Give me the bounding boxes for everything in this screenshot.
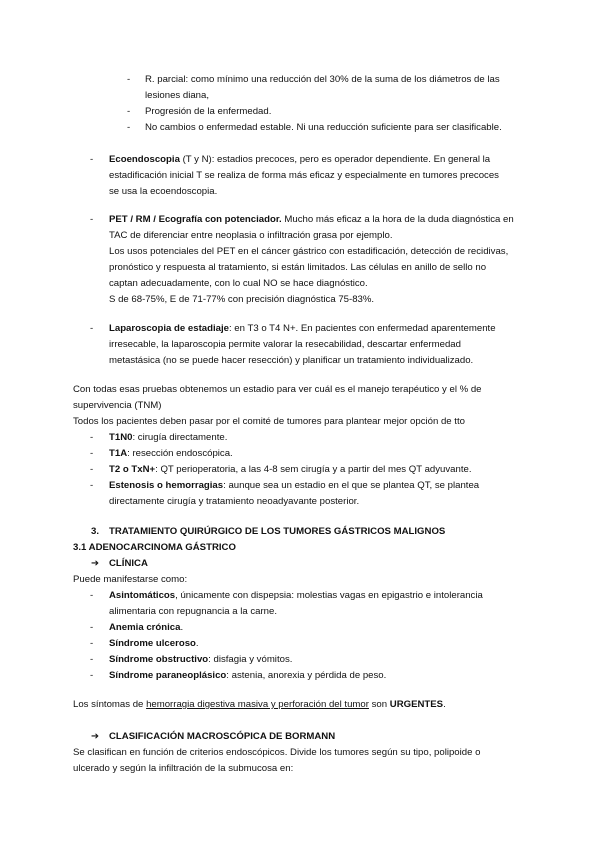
paragraph-text: Todos los pacientes deben pasar por el comité de tumores para plantear mejor opción de tto bbox=[73, 416, 465, 427]
item-text: : QT perioperatoria, a las 4-8 sem cirugía y a partir del mes QT adyuvante. bbox=[155, 464, 472, 475]
urgent-bold: URGENTES bbox=[389, 699, 444, 710]
item-text: . bbox=[180, 622, 184, 633]
bullet-dash: - bbox=[90, 654, 94, 665]
item-text: se usa la ecoendoscopia. bbox=[109, 186, 218, 197]
bullet-dash: - bbox=[90, 214, 94, 225]
bullet-dash: - bbox=[127, 74, 131, 85]
bullet-dash: - bbox=[90, 480, 94, 491]
item-text: : disfagia y vómitos. bbox=[208, 654, 293, 665]
term-bold: T1A bbox=[109, 448, 128, 459]
bullet-dash: - bbox=[90, 638, 94, 649]
term-bold: Laparoscopia de estadiaje bbox=[109, 323, 229, 334]
paragraph-text: supervivencia (TNM) bbox=[73, 400, 162, 411]
section-title: TRATAMIENTO QUIRÚRGICO DE LOS TUMORES GÁSTRICOS MALIGNOS bbox=[109, 526, 446, 537]
list-item-text: Progresión de la enfermedad. bbox=[145, 106, 272, 117]
section-number: 3. bbox=[91, 526, 100, 537]
item-text: : astenia, anorexia y pérdida de peso. bbox=[226, 670, 387, 681]
bullet-dash: - bbox=[127, 106, 131, 117]
paragraph-text: Se clasifican en función de criterios endoscópicos. Divide los tumores según su tipo, polipoide o bbox=[73, 747, 481, 758]
item-text: pronóstico y respuesta al tratamiento, si están limitados. Las células en anillo de sello no bbox=[109, 262, 487, 273]
term-bold: Ecoendoscopia bbox=[109, 154, 180, 165]
item-text: alimentaria con repugnancia a la carne. bbox=[109, 606, 277, 617]
term-bold: PET / RM / Ecografía con potenciador. bbox=[109, 214, 282, 225]
term-bold: Anemia crónica bbox=[109, 622, 181, 633]
bullet-dash: - bbox=[90, 464, 94, 475]
item-text: : en T3 o T4 N+. En pacientes con enfermedad aparentemente bbox=[228, 323, 496, 334]
item-text: Mucho más eficaz a la hora de la duda diagnóstica en bbox=[281, 214, 514, 225]
list-item-text: No cambios o enfermedad estable. Ni una reducción suficiente para ser clasificable. bbox=[145, 122, 502, 133]
item-text: TAC de diferenciar entre neoplasia o infiltración grasa por ejemplo. bbox=[109, 230, 393, 241]
bullet-dash: - bbox=[90, 154, 94, 165]
term-bold: T2 o TxN+ bbox=[109, 464, 156, 475]
bullet-dash: - bbox=[90, 670, 94, 681]
item-text: (T y N): estadios precoces, pero es operador dependiente. En general la bbox=[179, 154, 491, 165]
term-bold: Síndrome ulceroso bbox=[109, 638, 196, 649]
list-item-text: lesiones diana, bbox=[145, 90, 210, 101]
item-text: : cirugía directamente. bbox=[132, 432, 228, 443]
item-text: Los usos potenciales del PET en el cáncer gástrico con estadificación, detección de recidivas, bbox=[109, 246, 509, 257]
item-text: : resección endoscópica. bbox=[127, 448, 233, 459]
term-bold: Estenosis o hemorragias bbox=[109, 480, 224, 491]
term-bold: Síndrome paraneoplásico bbox=[109, 670, 227, 681]
item-text: irresecable, la laparoscopia permite valorar la resecabilidad, descartar enfermedad bbox=[109, 339, 461, 350]
paragraph-text: Con todas esas pruebas obtenemos un estadio para ver cuál es el manejo terapéutico y el % de bbox=[73, 384, 482, 395]
term-bold: Síndrome obstructivo bbox=[109, 654, 209, 665]
paragraph-text: Los síntomas de bbox=[73, 699, 147, 710]
paragraph-text: . bbox=[443, 699, 446, 710]
bullet-dash: - bbox=[90, 448, 94, 459]
item-text: captan adecuadamente, con lo cual NO se hace diagnóstico. bbox=[109, 278, 368, 289]
arrow-icon: ➔ bbox=[91, 558, 100, 569]
item-text: metastásica (no se puede hacer resección) y planificar un tratamiento individualizado. bbox=[109, 355, 474, 366]
arrow-icon: ➔ bbox=[91, 731, 100, 742]
item-text: estadificación inicial T se realiza de forma más eficaz y especialmente en tumores precoces bbox=[109, 170, 499, 181]
bullet-dash: - bbox=[90, 323, 94, 334]
clinica-title: CLÍNICA bbox=[109, 558, 148, 569]
item-text: . bbox=[195, 638, 199, 649]
item-text: S de 68-75%, E de 71-77% con precisión diagnóstica 75-83%. bbox=[109, 294, 375, 305]
paragraph-text: son bbox=[368, 699, 390, 710]
subsection-title: 3.1 ADENOCARCINOMA GÁSTRICO bbox=[73, 542, 236, 553]
list-item-text: R. parcial: como mínimo una reducción del 30% de la suma de los diámetros de las bbox=[145, 74, 500, 85]
item-text: : aunque sea un estadio en el que se plantea QT, se plantea bbox=[223, 480, 480, 491]
bullet-dash: - bbox=[90, 432, 94, 443]
underlined-text: hemorragia digestiva masiva y perforación del tumor bbox=[146, 699, 369, 710]
item-text: , únicamente con dispepsia: molestias vagas en epigastrio e intolerancia bbox=[175, 590, 483, 601]
bullet-dash: - bbox=[127, 122, 131, 133]
bullet-dash: - bbox=[90, 622, 94, 633]
term-bold: Asintomáticos bbox=[109, 590, 176, 601]
bormann-title: CLASIFICACIÓN MACROSCÓPICA DE BORMANN bbox=[109, 731, 336, 742]
paragraph-text: ulcerado y según la infiltración de la submucosa en: bbox=[73, 763, 294, 774]
paragraph-text: Puede manifestarse como: bbox=[73, 574, 188, 585]
item-text: directamente cirugía y tratamiento neoadyavante posterior. bbox=[109, 496, 360, 507]
term-bold: T1N0 bbox=[109, 432, 133, 443]
bullet-dash: - bbox=[90, 590, 94, 601]
